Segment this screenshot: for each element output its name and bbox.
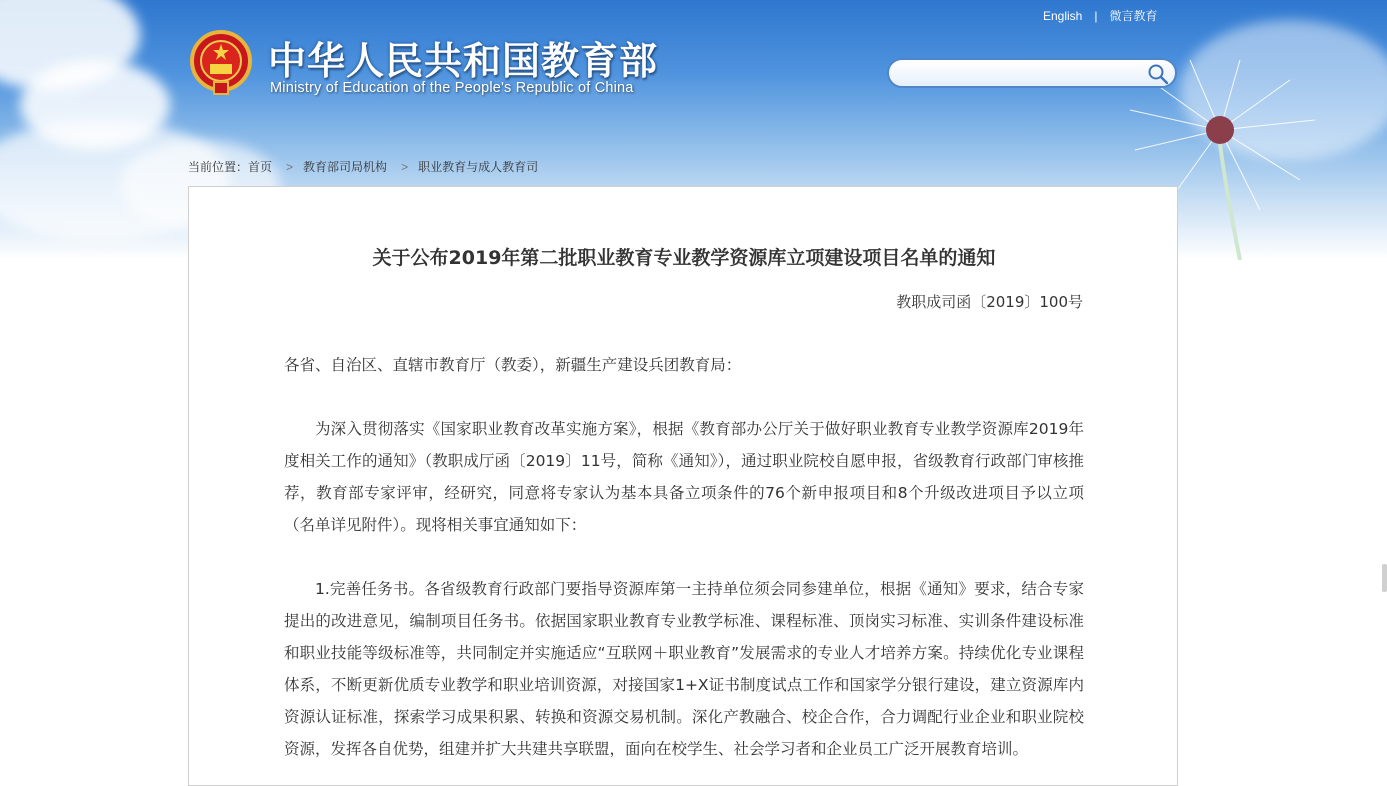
national-emblem bbox=[190, 30, 252, 96]
document-title: 关于公布2019年第二批职业教育专业教学资源库立项建设项目名单的通知 bbox=[372, 247, 996, 269]
breadcrumb-vocational-dept[interactable]: 职业教育与成人教育司 bbox=[418, 160, 539, 174]
site-title: 中华人民共和国教育部 bbox=[268, 39, 659, 83]
breadcrumb-departments[interactable]: 教育部司局机构 bbox=[303, 160, 388, 174]
document-paragraph: 为深入贯彻落实《国家职业教育改革实施方案》，根据《教育部办公厅关于做好职业教育专业教学资源库2019年度相关工作的通知》（教职成厅函〔2019〕11号，简称《通知》），通过职业院校自愿申报，省级教育行政部门审核推荐，教育部专家评审，经研究，同意将专家认为基本具备立项条件的76个新申报项目和8个升级改进项目予以立项（名单详见附件）。现将相关事宜通知如下： bbox=[284, 420, 1084, 534]
breadcrumb bbox=[188, 158, 538, 175]
weiyan-link[interactable]: 微言教育 bbox=[1109, 9, 1158, 23]
document-paragraph: 1.完善任务书。各省级教育行政部门要指导资源库第一主持单位须会同参建单位，根据《通知》要求，结合专家提出的改进意见，编制项目任务书。依据国家职业教育专业教学标准、课程标准、顶岗实习标准、实训条件建设标准和职业技能等级标准等，共同制定并实施适应“互联网＋职业教育”发展需求的专业人才培养方案。持续优化专业课程体系，不断更新优质专业教学和职业培训资源，对接国家1+X证书制度试点工作和国家学分银行建设，建立资源库内资源认证标准，探索学习成果积累、转换和资源交易机制。深化产教融合、校企合作，合力调配行业企业和职业院校资源，发挥各自优势，组建并扩大共建共享联盟，面向在校学生、社会学习者和企业员工广泛开展教育培训。 bbox=[284, 580, 1084, 758]
breadcrumb-prefix: 当前位置： bbox=[188, 160, 249, 174]
document-number: 教职成司函〔2019〕100号 bbox=[896, 293, 1083, 311]
link-separator: | bbox=[1094, 9, 1098, 23]
article-panel bbox=[188, 186, 1178, 786]
top-links bbox=[1043, 7, 1158, 24]
search-box bbox=[887, 58, 1177, 88]
search-icon[interactable] bbox=[1147, 63, 1169, 85]
search-input[interactable] bbox=[899, 63, 1143, 85]
breadcrumb-home[interactable]: 首页 bbox=[248, 160, 273, 174]
document-body bbox=[284, 349, 1084, 765]
chevron-right-icon: > bbox=[401, 160, 409, 174]
scrollbar-thumb[interactable] bbox=[1382, 564, 1387, 592]
document-salutation: 各省、自治区、直辖市教育厅（教委），新疆生产建设兵团教育局： bbox=[284, 356, 742, 374]
site-subtitle: Ministry of Education of the People's Republic of China bbox=[270, 80, 634, 96]
english-link[interactable]: English bbox=[1043, 9, 1083, 23]
chevron-right-icon: > bbox=[286, 160, 294, 174]
